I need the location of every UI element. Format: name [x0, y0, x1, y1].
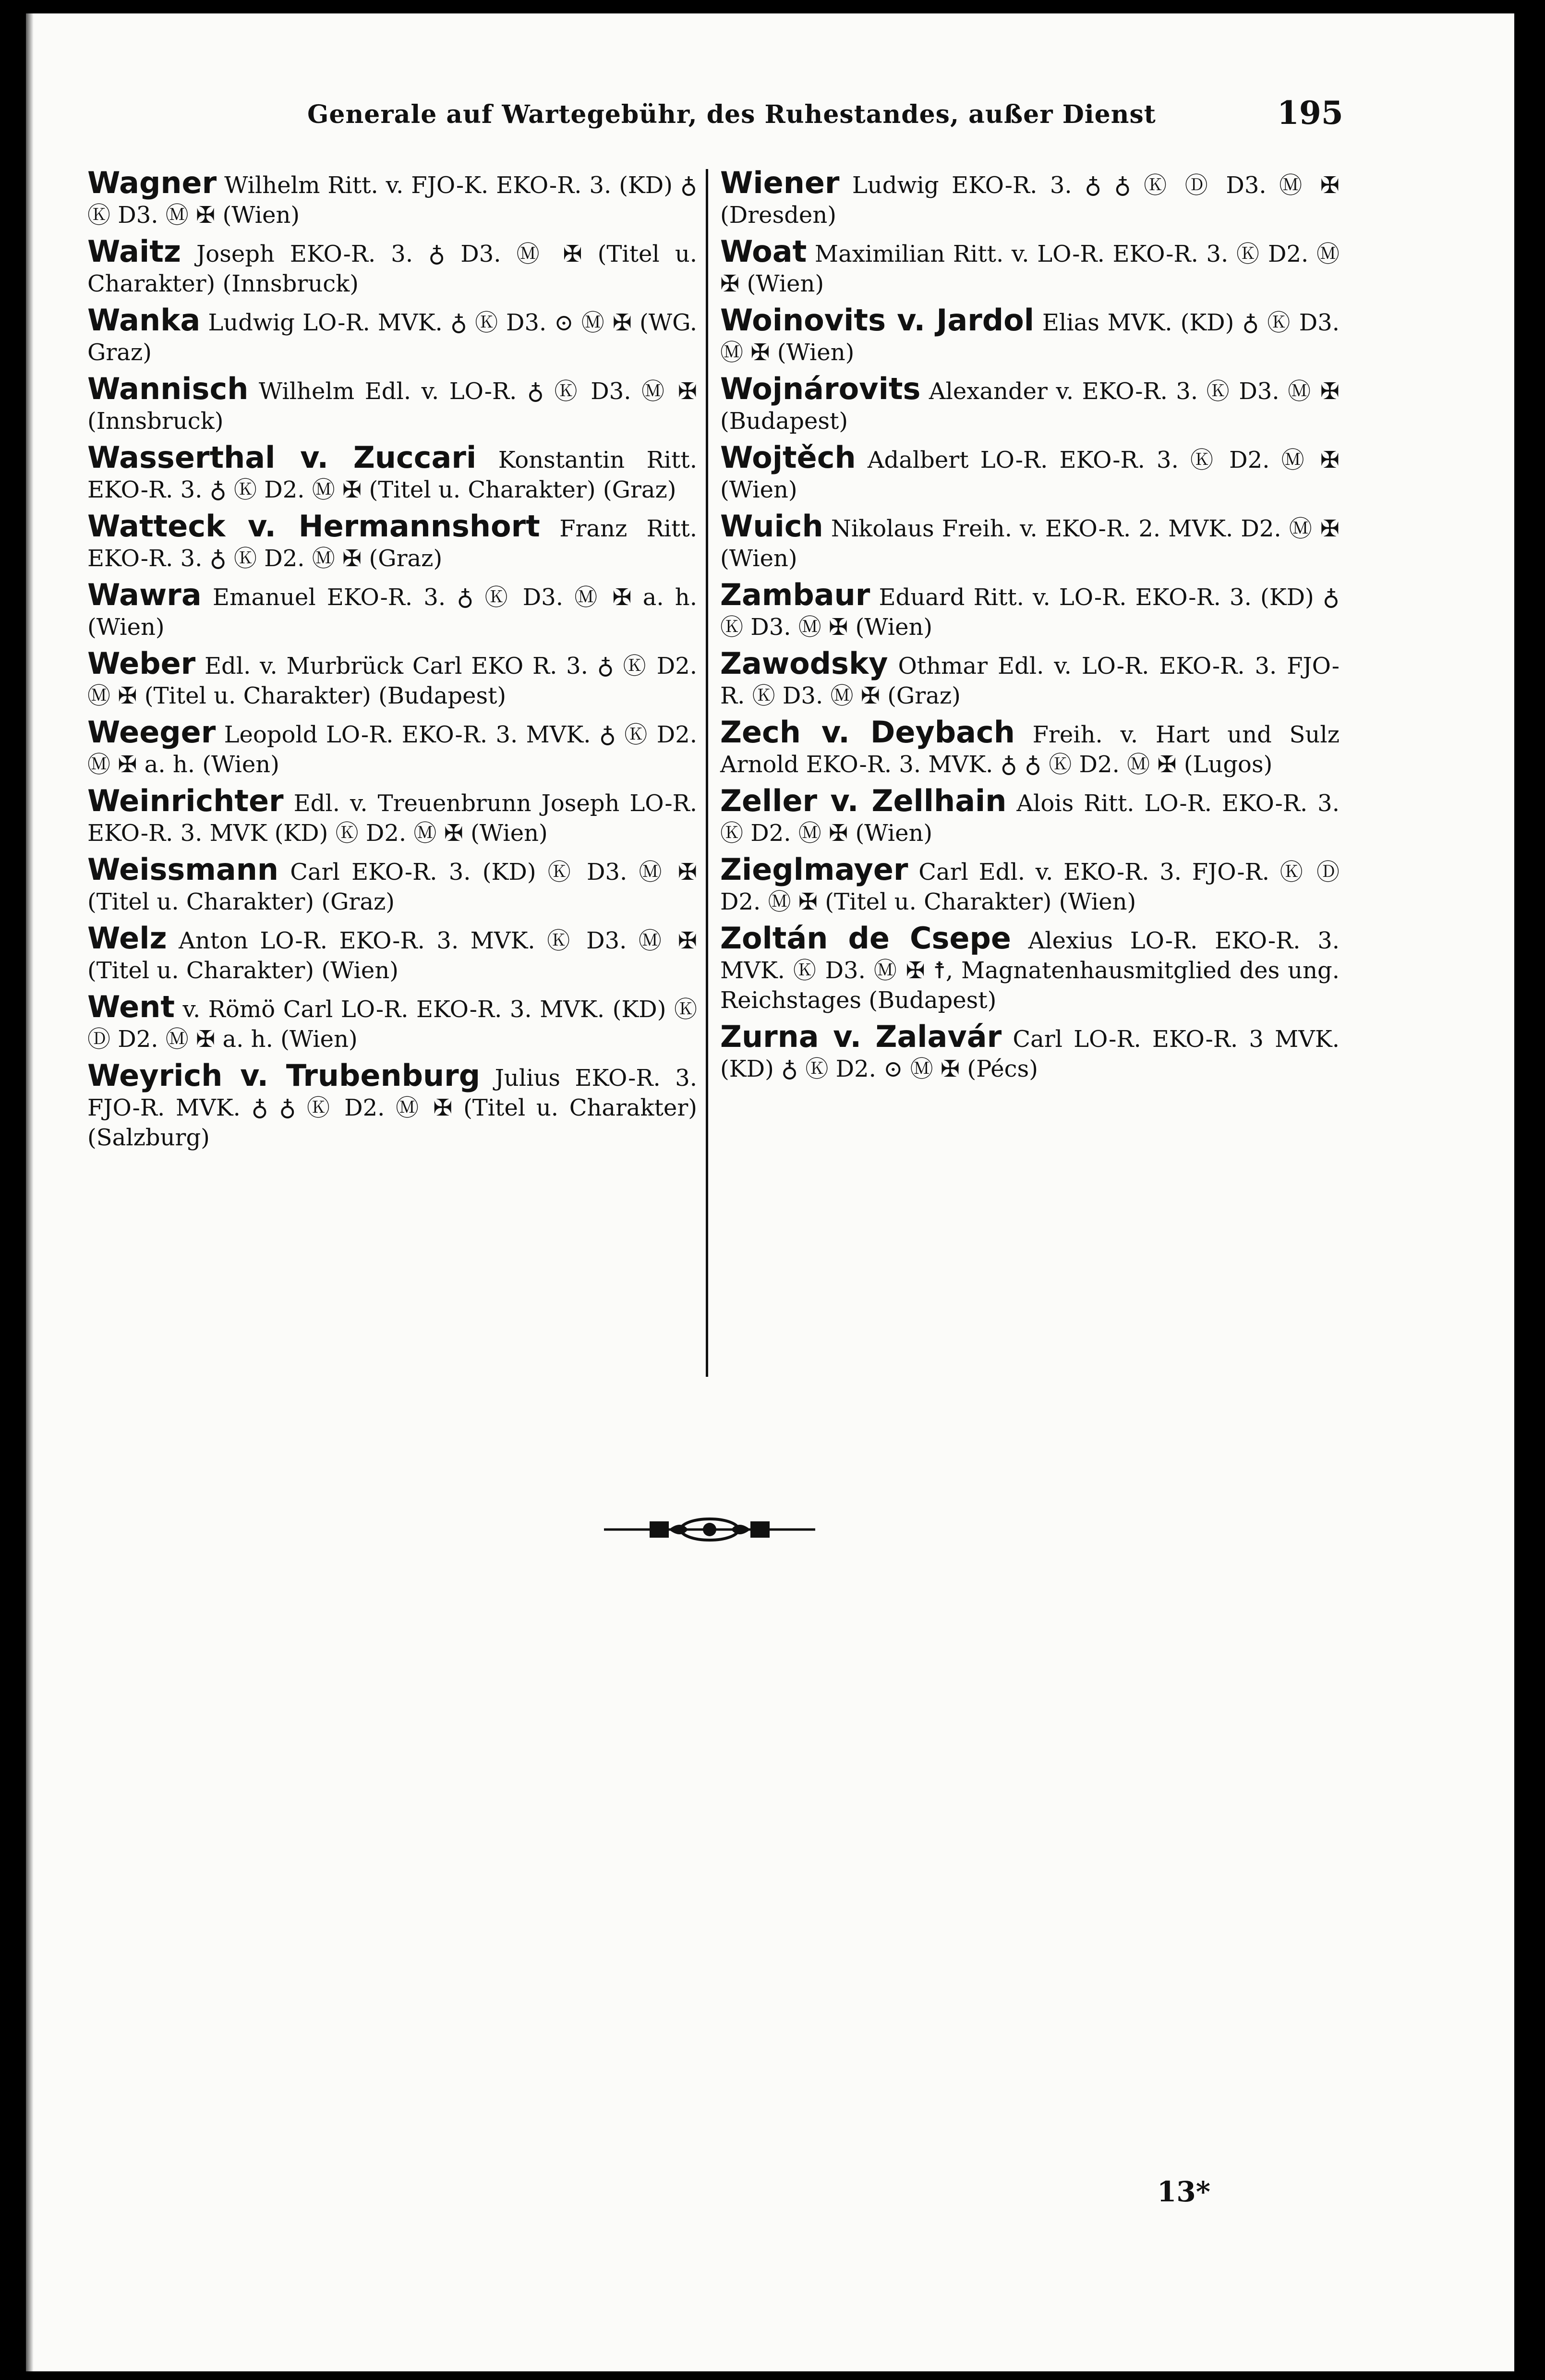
entry-name: Wojtěch: [720, 440, 856, 475]
entry-name: Woat: [720, 234, 807, 269]
page-number: 195: [1277, 94, 1343, 132]
register-entry: [87, 440, 697, 505]
signature-mark: 13*: [1157, 2175, 1211, 2208]
entry-name: Zeller v. Zellhain: [720, 783, 1007, 818]
entry-name: Watteck v. Hermannshort: [87, 509, 540, 544]
entry-details: Othmar Edl. v. LO-R. EKO-R. 3. FJO-R. Ⓚ D3. Ⓜ ✠ (Graz): [720, 653, 1340, 709]
entry-details: Edl. v. Murbrück Carl EKO R. 3. ♁ Ⓚ D2. Ⓜ ✠ (Titel u. Charakter) (Budapest): [87, 653, 697, 709]
entry-details: Eduard Ritt. v. LO-R. EKO-R. 3. (KD) ♁ Ⓚ D3. Ⓜ ✠ (Wien): [720, 584, 1340, 641]
register-entry: [87, 989, 697, 1054]
entry-name: Weyrich v. Trubenburg: [87, 1058, 481, 1093]
entry-details: Alois Ritt. LO-R. EKO-R. 3. Ⓚ D2. Ⓜ ✠ (Wien): [720, 790, 1340, 847]
entry-details: Konstantin Ritt. EKO-R. 3. ♁ Ⓚ D2. Ⓜ ✠ (Titel u. Charakter) (Graz): [87, 447, 697, 503]
entry-details: Ludwig EKO-R. 3. ♁ ♁ Ⓚ Ⓓ D3. Ⓜ ✠ (Dresden): [720, 172, 1340, 229]
register-entry: [720, 234, 1340, 299]
entry-details: Anton LO-R. EKO-R. 3. MVK. Ⓚ D3. Ⓜ ✠ (Titel u. Charakter) (Wien): [87, 927, 697, 984]
page-gutter-shadow: [26, 13, 34, 2371]
register-entry: [87, 305, 697, 367]
entry-name: Weissmann: [87, 852, 279, 887]
register-entry: [720, 165, 1340, 230]
entry-details: Ludwig LO-R. MVK. ♁ Ⓚ D3. ⊙ Ⓜ ✠ (WG. Graz): [87, 309, 697, 366]
register-entry: [87, 783, 697, 848]
entry-details: Wilhelm Edl. v. LO-R. ♁ Ⓚ D3. Ⓜ ✠ (Innsbruck): [87, 378, 697, 435]
entry-details: Wilhelm Ritt. v. FJO-K. EKO-R. 3. (KD) ♁ Ⓚ D3. Ⓜ ✠ (Wien): [87, 172, 698, 229]
entry-name: Wagner: [87, 165, 217, 200]
register-entry: [87, 577, 697, 642]
entry-details: Carl EKO-R. 3. (KD) Ⓚ D3. Ⓜ ✠ (Titel u. Charakter) (Graz): [87, 859, 697, 915]
register-entry: [720, 783, 1340, 848]
register-entry: [720, 511, 1340, 573]
register-entry: [87, 165, 698, 230]
entry-name: Wasserthal v. Zuccari: [87, 440, 477, 475]
entry-details: Julius EKO-R. 3. FJO-R. MVK. ♁ ♁ Ⓚ D2. Ⓜ ✠ (Titel u. Charakter) (Salzburg): [87, 1065, 698, 1151]
end-ornament: [604, 1513, 815, 1546]
entry-details: Alexander v. EKO-R. 3. Ⓚ D3. Ⓜ ✠ (Budapest): [720, 378, 1340, 435]
entry-details: v. Römö Carl LO-R. EKO-R. 3. MVK. (KD) Ⓚ Ⓓ D2. Ⓜ ✠ a. h. (Wien): [87, 996, 697, 1053]
entry-name: Wuich: [720, 509, 823, 544]
entry-name: Waitz: [87, 234, 181, 269]
entry-details: Carl Edl. v. EKO-R. 3. FJO-R. Ⓚ Ⓓ D2. Ⓜ ✠ (Titel u. Charakter) (Wien): [720, 859, 1340, 915]
entry-name: Zieglmayer: [720, 852, 908, 887]
entry-name: Wiener: [720, 165, 840, 200]
register-entry: [720, 371, 1340, 436]
register-entry: [720, 646, 1340, 711]
right-column: [720, 165, 1340, 1091]
register-entry: [87, 717, 697, 779]
register-entry: [720, 923, 1340, 1015]
entry-details: Freih. v. Hart und Sulz Arnold EKO-R. 3. MVK. ♁ ♁ Ⓚ D2. Ⓜ ✠ (Lugos): [720, 721, 1340, 778]
entry-details: Franz Ritt. EKO-R. 3. ♁ Ⓚ D2. Ⓜ ✠ (Graz): [87, 515, 697, 572]
entry-details: Adalbert LO-R. EKO-R. 3. Ⓚ D2. Ⓜ ✠ (Wien): [720, 447, 1340, 503]
column-divider: [706, 169, 708, 1377]
entry-name: Welz: [87, 921, 167, 956]
entry-name: Went: [87, 989, 175, 1024]
entry-details: Carl LO-R. EKO-R. 3 MVK. (KD) ♁ Ⓚ D2. ⊙ Ⓜ ✠ (Pécs): [720, 1026, 1340, 1082]
register-entry: [720, 852, 1340, 917]
entry-name: Weinrichter: [87, 783, 284, 818]
entry-name: Zoltán de Csepe: [720, 921, 1011, 956]
entry-name: Weber: [87, 646, 196, 681]
entry-details: Elias MVK. (KD) ♁ Ⓚ D3. Ⓜ ✠ (Wien): [720, 309, 1340, 366]
register-entry: [720, 717, 1340, 779]
left-column: [87, 165, 698, 1159]
entry-details: Nikolaus Freih. v. EKO-R. 2. MVK. D2. Ⓜ ✠ (Wien): [720, 515, 1340, 572]
entry-name: Wanka: [87, 303, 201, 338]
register-entry: [87, 371, 697, 436]
entry-name: Zech v. Deybach: [720, 715, 1015, 750]
entry-details: Emanuel EKO-R. 3. ♁ Ⓚ D3. Ⓜ ✠ a. h. (Wien): [87, 584, 697, 641]
entry-name: Zambaur: [720, 577, 870, 612]
entry-name: Zurna v. Zalavár: [720, 1019, 1002, 1054]
register-entry: [87, 852, 697, 917]
entry-details: Edl. v. Treuenbrunn Joseph LO-R. EKO-R. 3. MVK (KD) Ⓚ D2. Ⓜ ✠ (Wien): [87, 790, 697, 847]
entry-name: Zawodsky: [720, 646, 888, 681]
register-entry: [87, 923, 697, 985]
entry-details: Joseph EKO-R. 3. ♁ D3. Ⓜ ✠ (Titel u. Charakter) (Innsbruck): [87, 241, 697, 297]
entry-name: Wannisch: [87, 371, 249, 406]
register-entry: [720, 1019, 1340, 1084]
register-entry: [87, 234, 697, 299]
running-head: Generale auf Wartegebühr, des Ruhestandes, außer Dienst: [307, 100, 1156, 129]
register-entry: [87, 1058, 698, 1153]
entry-name: Wojnárovits: [720, 371, 921, 406]
register-entry: [720, 577, 1340, 642]
register-entry: [87, 511, 697, 573]
entry-name: Woinovits v. Jardol: [720, 303, 1034, 338]
register-entry: [720, 305, 1340, 367]
entry-name: Wawra: [87, 577, 202, 612]
entry-name: Weeger: [87, 715, 216, 750]
entry-details: Leopold LO-R. EKO-R. 3. MVK. ♁ Ⓚ D2. Ⓜ ✠ a. h. (Wien): [87, 721, 697, 778]
entry-details: Maximilian Ritt. v. LO-R. EKO-R. 3. Ⓚ D2. Ⓜ ✠ (Wien): [720, 241, 1340, 297]
register-entry: [87, 646, 697, 711]
entry-details: Alexius LO-R. EKO-R. 3. MVK. Ⓚ D3. Ⓜ ✠ ☨, Magnatenhausmitglied des ung. Reichstages (Budapest): [720, 927, 1340, 1014]
register-entry: [720, 440, 1340, 505]
